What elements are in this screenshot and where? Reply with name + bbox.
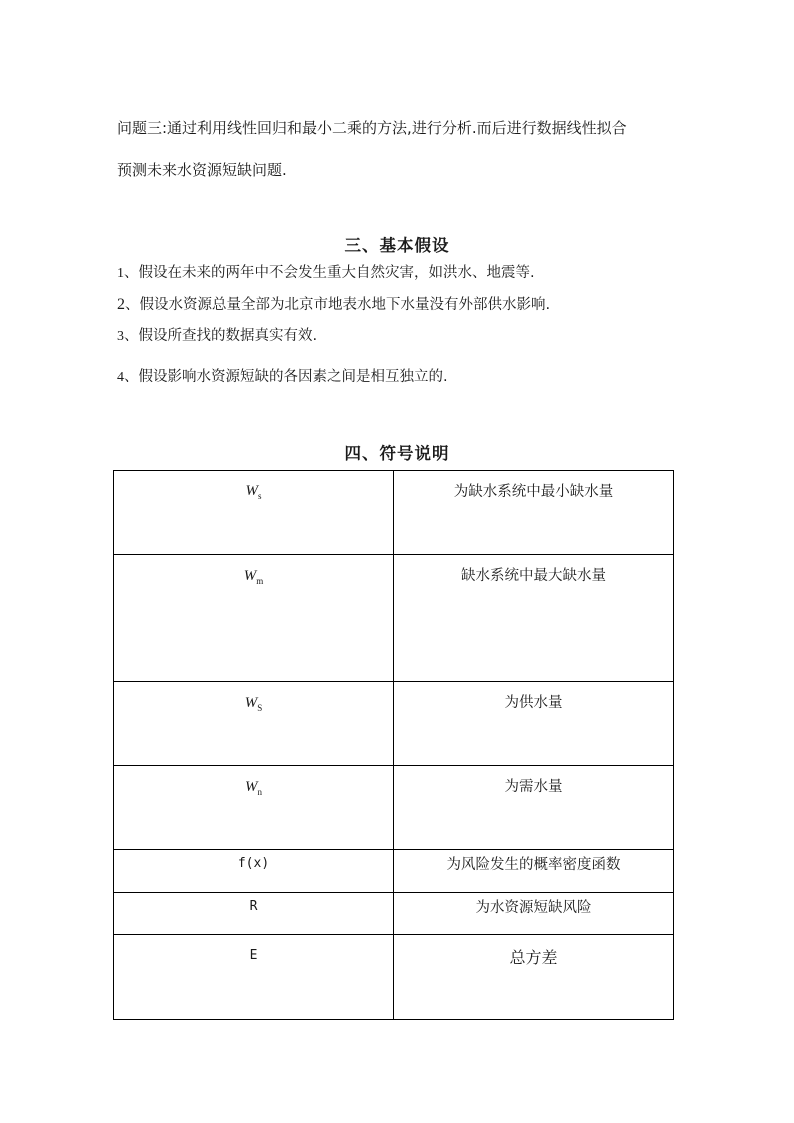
table-row xyxy=(114,471,674,555)
description-cell xyxy=(394,893,674,935)
assumption-text: 、假设在未来的两年中不会发生重大自然灾害，如洪水、地震等. xyxy=(124,265,535,281)
assumption-item-2 xyxy=(117,295,550,315)
symbol-cell xyxy=(114,850,394,893)
assumption-number: 1 xyxy=(117,266,124,281)
table-row xyxy=(114,682,674,766)
symbol-cell xyxy=(114,471,394,555)
symbol-cell xyxy=(114,555,394,682)
symbol-fx: f(x) xyxy=(237,856,270,871)
assumption-text: 、假设水资源总量全部为北京市地表水地下水量没有外部供水影响. xyxy=(125,297,551,313)
symbol-r: R xyxy=(249,899,258,914)
assumption-item-4 xyxy=(117,367,448,388)
assumption-number: 3 xyxy=(117,329,124,344)
symbol-subscript: s xyxy=(257,491,262,501)
symbol-w-supply xyxy=(245,695,263,711)
description-cell xyxy=(394,766,674,850)
description-text: 为水资源短缺风险 xyxy=(475,900,592,916)
table-row xyxy=(114,935,674,1020)
assumption-text: 、假设所查找的数据真实有效. xyxy=(124,328,318,344)
assumption-number: 4 xyxy=(117,370,124,385)
table-row xyxy=(114,893,674,935)
symbol-w-n xyxy=(245,779,262,795)
symbol-cell xyxy=(114,682,394,766)
symbol-cell xyxy=(114,893,394,935)
symbol-base: W xyxy=(245,779,258,795)
assumption-number: 2 xyxy=(117,296,125,313)
description-text: 为需水量 xyxy=(504,779,563,795)
symbol-w-s xyxy=(245,483,261,499)
symbol-cell xyxy=(114,935,394,1020)
table-row xyxy=(114,555,674,682)
description-cell xyxy=(394,935,674,1020)
description-cell xyxy=(394,682,674,766)
description-cell xyxy=(394,850,674,893)
description-text: 缺水系统中最大缺水量 xyxy=(461,568,606,584)
assumption-item-1 xyxy=(117,263,535,284)
description-text: 为风险发生的概率密度函数 xyxy=(446,857,621,873)
description-text: 为缺水系统中最小缺水量 xyxy=(453,484,614,500)
table-row xyxy=(114,766,674,850)
symbol-subscript: m xyxy=(256,576,264,586)
description-text: 总方差 xyxy=(509,948,558,967)
table-row xyxy=(114,850,674,893)
symbol-base: W xyxy=(245,483,258,499)
assumption-item-3 xyxy=(117,326,317,347)
symbols-heading: 四、符号说明 xyxy=(344,444,450,463)
symbol-base: W xyxy=(244,695,258,711)
symbol-table xyxy=(113,470,674,1020)
intro-line-1: 问题三:通过利用线性回归和最小二乘的方法,进行分析.而后进行数据线性拟合 xyxy=(117,119,627,137)
symbol-subscript: S xyxy=(257,703,263,713)
assumption-text: 、假设影响水资源短缺的各因素之间是相互独立的. xyxy=(124,369,448,385)
symbol-w-m xyxy=(244,568,264,584)
description-cell xyxy=(394,555,674,682)
symbol-cell xyxy=(114,766,394,850)
symbol-e: E xyxy=(249,948,258,963)
description-cell xyxy=(394,471,674,555)
assumptions-heading: 三、基本假设 xyxy=(344,236,450,255)
symbol-subscript: n xyxy=(257,787,262,797)
description-text: 为供水量 xyxy=(504,695,563,711)
intro-line-2: 预测未来水资源短缺问题. xyxy=(117,161,287,179)
symbol-base: W xyxy=(243,568,257,584)
